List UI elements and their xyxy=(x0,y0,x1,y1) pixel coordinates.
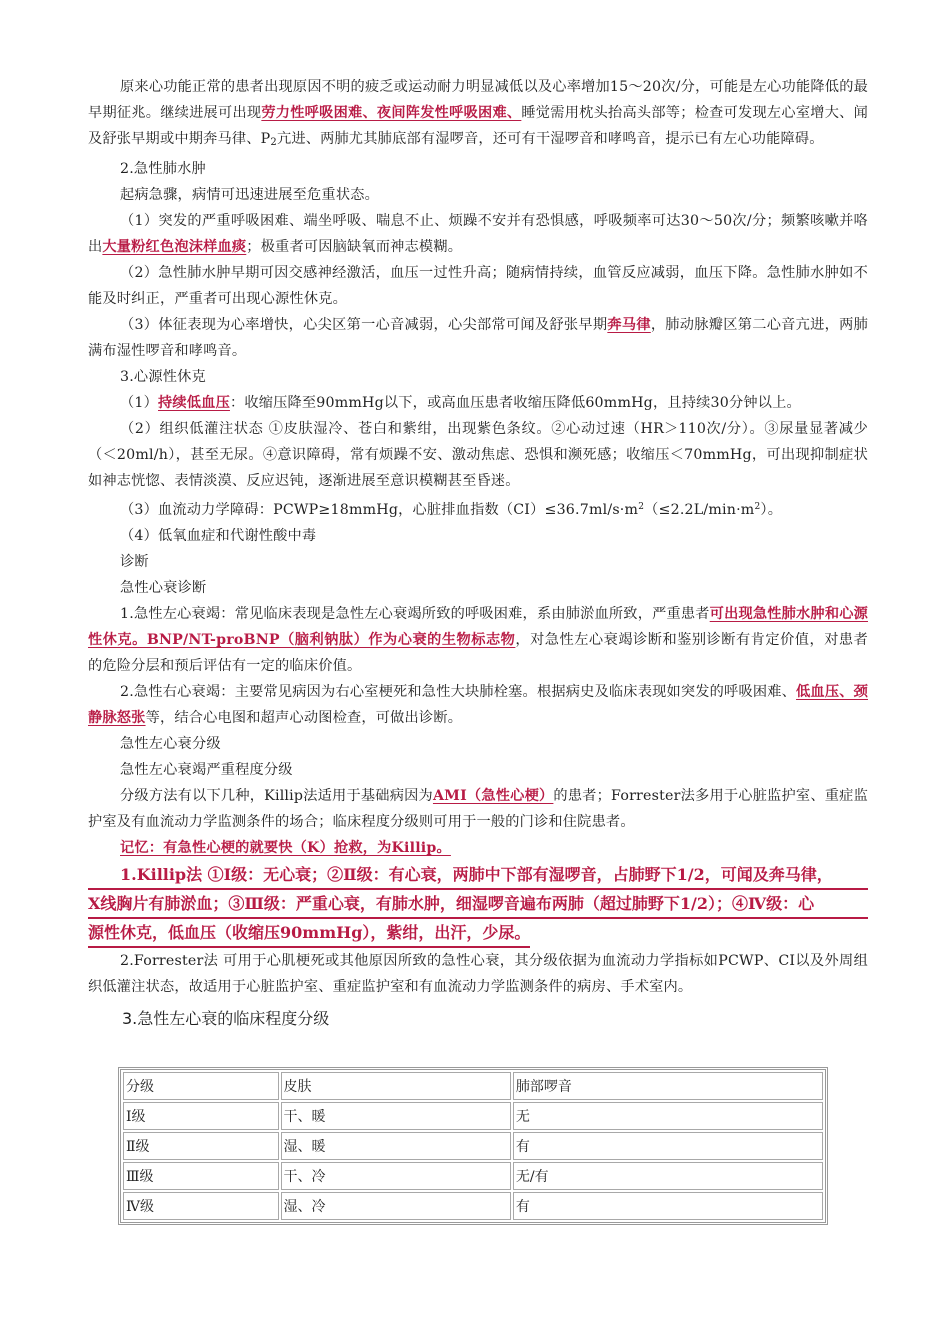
heading-diagnosis: 诊断 xyxy=(120,554,149,570)
highlight-dyspnea: 劳力性呼吸困难、夜间阵发性呼吸困难、 xyxy=(261,105,522,121)
memory-note: 记忆：有急性心梗的就要快（K）抢救，为Killip。 xyxy=(120,840,451,856)
highlight-hypotension: 持续低血压 xyxy=(158,395,230,411)
table-cell: Ⅳ级 xyxy=(123,1192,279,1220)
killip-line-2: X线胸片有肺淤血；③Ⅲ级：严重心衰，有肺水肿，细湿啰音遍布两肺（超过肺野下1/2）；④Ⅳ级：心 xyxy=(88,890,868,919)
highlight-pink-sputum: 大量粉红色泡沫样血痰 xyxy=(102,239,247,255)
highlight-bnp: 可出现急性肺水肿和心源性休克。BNP/NT-proBNP（脑利钠肽）作为心衰的生物标志物 xyxy=(88,606,868,648)
header-cell: 肺部啰音 xyxy=(513,1072,823,1100)
killip-line-1: 1.Killip法 ①Ⅰ级：无心衰；②Ⅱ级：有心衰，两肺中下部有湿啰音，占肺野下1/2，可闻及奔马律， xyxy=(88,861,868,890)
paragraph-edema-intro: 起病急骤，病情可迅速进展至危重状态。 xyxy=(120,187,379,203)
table-cell: 无 xyxy=(513,1102,823,1130)
heading-cardiogenic-shock: 3.心源性休克 xyxy=(120,369,206,385)
highlight-jvd: 低血压、颈静脉怒张 xyxy=(88,684,868,726)
table-cell: 有 xyxy=(513,1132,823,1160)
table-cell: 湿、暖 xyxy=(281,1132,511,1160)
paragraph-forrester: 2.Forrester法 可用于心肌梗死或其他原因所致的急性心衰，其分级依据为血流动力学指标如PCWP、CI以及外周组织低灌注状态，故适用于心脏监护室、重症监护室和有血流动力学监测条件的病房、手术室内。 xyxy=(88,953,868,995)
header-cell: 皮肤 xyxy=(281,1072,511,1100)
paragraph-diag-right: 2.急性右心衰竭：主要常见病因为右心室梗死和急性大块肺栓塞。根据病史及临床表现如突发的呼吸困难、低血压、颈静脉怒张等，结合心电图和超声心动图检查，可做出诊断。 xyxy=(88,684,868,726)
heading-grading: 急性左心衰分级 xyxy=(120,736,221,752)
paragraph-grading-intro: 分级方法有以下几种，Killip法适用于基础病因为AMI（急性心梗）的患者；Forrester法多用于心脏监护室、重症监护室及有血流动力学监测条件的场合；临床程度分级则可用于一般的门诊和住院患者。 xyxy=(88,788,868,830)
table-row xyxy=(123,1192,823,1220)
highlight-ami: AMI（急性心梗） xyxy=(432,788,554,804)
paragraph-edema-2: （2）急性肺水肿早期可因交感神经激活，血压一过性升高；随病情持续，血管反应减弱，血压下降。急性肺水肿如不能及时纠正，严重者可出现心源性休克。 xyxy=(88,265,868,307)
heading-pulmonary-edema: 2.急性肺水肿 xyxy=(120,161,206,177)
table-cell: 干、冷 xyxy=(281,1162,511,1190)
header-cell: 分级 xyxy=(123,1072,279,1100)
paragraph-shock-4: （4）低氧血症和代谢性酸中毒 xyxy=(120,528,317,544)
table-row xyxy=(123,1102,823,1130)
paragraph-edema-3: （3）体征表现为心率增快，心尖区第一心音减弱，心尖部常可闻及舒张早期奔马律，肺动脉瓣区第二心音亢进，两肺满布湿性啰音和哮鸣音。 xyxy=(88,317,868,359)
table-cell: 干、暖 xyxy=(281,1102,511,1130)
table-cell: Ⅲ级 xyxy=(123,1162,279,1190)
heading-severity-grading: 急性左心衰竭严重程度分级 xyxy=(120,762,293,778)
clinical-grading-table xyxy=(118,1067,828,1225)
heading-acute-hf-diagnosis: 急性心衰诊断 xyxy=(120,580,207,596)
table-cell: 无/有 xyxy=(513,1162,823,1190)
killip-classification xyxy=(88,861,868,948)
paragraph-diag-left: 1.急性左心衰竭：常见临床表现是急性左心衰竭所致的呼吸困难，系由肺淤血所致，严重患者可出现急性肺水肿和心源性休克。BNP/NT-proBNP（脑利钠肽）作为心衰的生物标志物，对急性左心衰竭诊断和鉴别诊断有肯定价值，对患者的危险分层和预后评估有一定的临床价值。 xyxy=(88,606,868,674)
table-row xyxy=(123,1132,823,1160)
table-cell: 有 xyxy=(513,1192,823,1220)
paragraph-shock-3: （3）血流动力学障碍：PCWP≥18mmHg，心脏排血指数$(CI)\le 36.7ml/s\cdot m^2(\le 2.2L/\min\cdot m^2)$。 xyxy=(120,502,783,518)
paragraph-edema-1: （1）突发的严重呼吸困难、端坐呼吸、喘息不止、烦躁不安并有恐惧感，呼吸频率可达30～50次/分；频繁咳嗽并咯出大量粉红色泡沫样血痰；极重者可因脑缺氧而神志模糊。 xyxy=(88,213,868,255)
table-title: 3.急性左心衰的临床程度分级 xyxy=(122,1009,330,1028)
paragraph-shock-2: （2）组织低灌注状态 ①皮肤湿冷、苍白和紫绀，出现紫色条纹。②心动过速（HR＞110次/分）。③尿量显著减少（＜20ml/h），甚至无尿。④意识障碍，常有烦躁不安、激动焦虑、恐惧和濒死感；收缩压＜70mmHg，可出现抑制症状如神志恍惚、表情淡漠、反应迟钝，逐渐进展至意识模糊甚至昏迷。 xyxy=(88,421,868,489)
paragraph-shock-1: （1）持续低血压：收缩压降至90mmHg以下，或高血压患者收缩压降低60mmHg，且持续30分钟以上。 xyxy=(120,395,801,411)
table-header-row xyxy=(123,1072,823,1100)
killip-line-3: 源性休克，低血压（收缩压90mmHg），紫绀，出汗，少尿。 xyxy=(88,919,530,948)
document-body xyxy=(88,74,868,1030)
table-cell: 湿、冷 xyxy=(281,1192,511,1220)
highlight-gallop: 奔马律 xyxy=(607,317,651,333)
table-cell: Ⅰ级 xyxy=(123,1102,279,1130)
table-cell: Ⅱ级 xyxy=(123,1132,279,1160)
paragraph-early-signs: 原来心功能正常的患者出现原因不明的疲乏或运动耐力明显减低以及心率增加15～20次/分，可能是左心功能降低的最早期征兆。继续进展可出现劳力性呼吸困难、夜间阵发性呼吸困难、睡觉需用枕头抬高头部等；检查可发现左心室增大、闻及舒张早期或中期奔马律、$P_2$亢进、两肺尤其肺底部有湿啰音，还可有干湿啰音和哮鸣音，提示已有左心功能障碍。 xyxy=(88,79,868,148)
table-row xyxy=(123,1162,823,1190)
